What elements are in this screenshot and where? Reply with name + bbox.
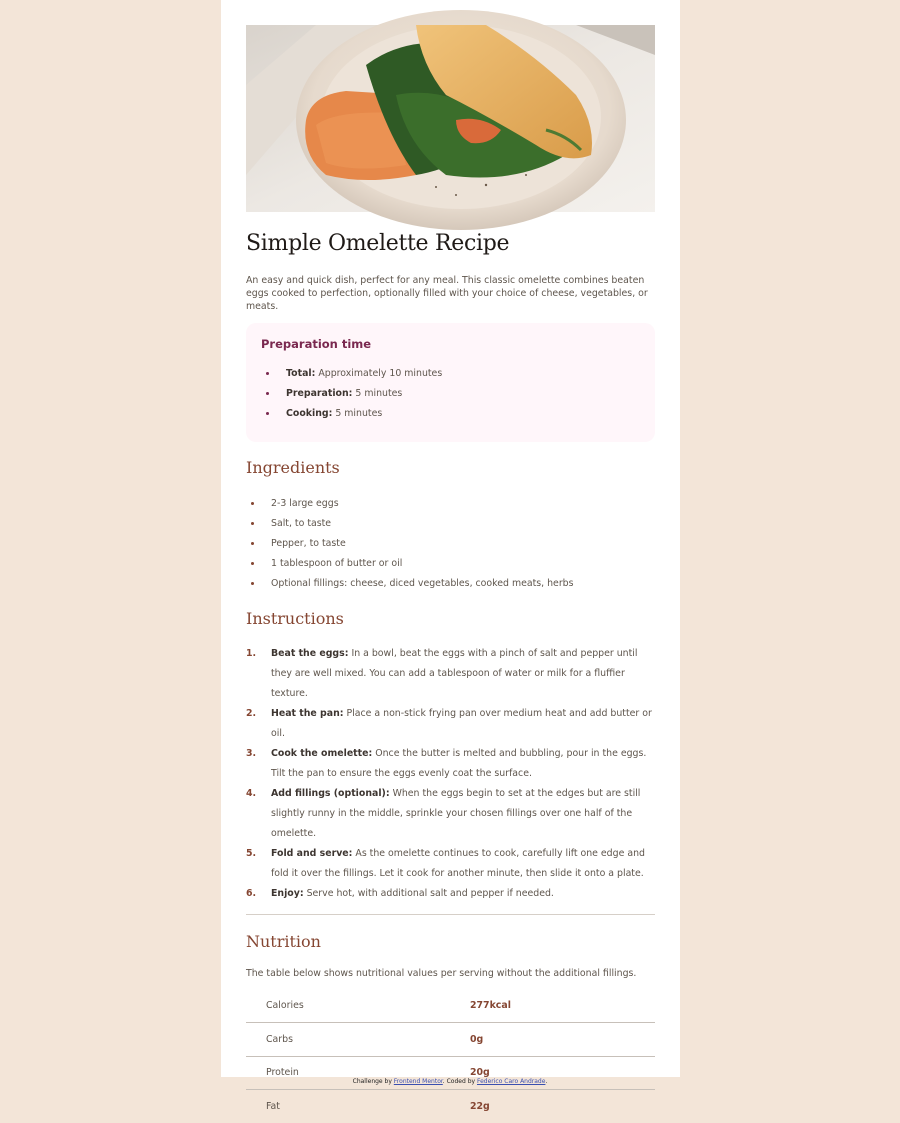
ingredients-section	[246, 458, 655, 593]
recipe-intro: An easy and quick dish, perfect for any meal. This classic omelette combines beaten eggs cooked to perfection, optionally filled with your choice of cheese, vegetables, or meats.	[246, 275, 648, 313]
nutrient-name: Carbs	[246, 1023, 470, 1057]
prep-label: Preparation:	[286, 388, 353, 400]
preparation-time-box	[246, 323, 655, 442]
nutrient-value: 20g	[470, 1056, 655, 1090]
attribution-middle: . Coded by	[442, 1078, 477, 1085]
step-number: 3.	[246, 747, 257, 759]
ingredients-list	[246, 494, 655, 594]
nutrient-name: Fat	[246, 1090, 470, 1123]
instruction-step	[246, 884, 655, 904]
omelette-photo	[246, 25, 655, 212]
nutrition-heading: Nutrition	[246, 931, 321, 951]
instruction-step	[246, 644, 655, 704]
step-text: In a bowl, beat the eggs with a pinch of salt and pepper until they are well mixed. You can add a tablespoon of water or milk for a fluffier texture.	[271, 647, 638, 699]
prep-label: Cooking:	[286, 408, 333, 420]
nutrition-table	[246, 989, 655, 1123]
ingredients-heading: Ingredients	[246, 458, 340, 478]
recipe-title: Simple Omelette Recipe	[246, 231, 510, 256]
list-item: Pepper, to taste	[246, 534, 655, 554]
step-number: 6.	[246, 887, 257, 899]
nutrition-section	[246, 932, 655, 1123]
attribution-prefix: Challenge by	[352, 1078, 394, 1085]
list-item: 1 tablespoon of butter or oil	[246, 554, 655, 574]
nutrient-name: Protein	[246, 1056, 470, 1090]
nutrition-description: The table below shows nutritional values per serving without the additional fillings.	[246, 967, 637, 979]
nutrient-value: 0g	[470, 1023, 655, 1057]
prep-text: 5 minutes	[332, 408, 383, 420]
nutrient-value: 277kcal	[470, 1000, 511, 1011]
step-text: As the omelette continues to cook, carefully lift one edge and fold it over the fillings. Let it cook for another minute, then slide it onto a plate.	[271, 847, 645, 879]
step-number: 2.	[246, 707, 257, 719]
nutrient-name: Calories	[266, 1000, 304, 1011]
prep-item-total	[261, 364, 640, 384]
step-label: Fold and serve:	[271, 847, 353, 859]
step-text: Once the butter is melted and bubbling, pour in the eggs. Tilt the pan to ensure the eggs evenly coat the surface.	[271, 747, 647, 779]
step-text: Serve hot, with additional salt and pepper if needed.	[303, 887, 554, 899]
step-number: 1.	[246, 647, 257, 659]
instruction-step	[246, 704, 655, 744]
attribution-suffix: .	[545, 1078, 548, 1085]
preparation-time-heading: Preparation time	[261, 337, 372, 352]
prep-text: 5 minutes	[352, 388, 403, 400]
list-item: Optional fillings: cheese, diced vegetables, cooked meats, herbs	[246, 574, 655, 594]
section-divider	[246, 914, 655, 915]
step-number: 5.	[246, 847, 257, 859]
instructions-list	[246, 644, 655, 904]
instruction-step	[246, 844, 655, 884]
step-text: Place a non-stick frying pan over medium heat and add butter or oil.	[271, 707, 652, 739]
instruction-step	[246, 744, 655, 784]
instructions-section	[246, 609, 655, 904]
table-row	[246, 989, 655, 1023]
step-label: Beat the eggs:	[271, 647, 349, 659]
step-number: 4.	[246, 787, 257, 799]
step-label: Cook the omelette:	[271, 747, 373, 759]
instructions-heading: Instructions	[246, 608, 344, 628]
prep-label: Total:	[286, 368, 316, 380]
table-row	[246, 1023, 655, 1057]
prep-item-cooking	[261, 404, 640, 424]
prep-text: Approximately 10 minutes	[315, 368, 443, 380]
author-link[interactable]: Federico Caro Andrade	[476, 1078, 546, 1085]
list-item: 2-3 large eggs	[246, 494, 655, 514]
list-item: Salt, to taste	[246, 514, 655, 534]
step-label: Heat the pan:	[271, 707, 344, 719]
step-label: Add fillings (optional):	[271, 787, 390, 799]
step-text: When the eggs begin to set at the edges but are still slightly runny in the middle, sprinkle your chosen fillings over one half of the omelette.	[271, 787, 641, 839]
step-label: Enjoy:	[271, 887, 304, 899]
table-row	[246, 1090, 655, 1123]
attribution	[0, 1077, 900, 1086]
preparation-time-list	[261, 364, 640, 424]
nutrient-value: 22g	[470, 1090, 655, 1123]
prep-item-preparation	[261, 384, 640, 404]
frontend-mentor-link[interactable]: Frontend Mentor	[393, 1078, 443, 1085]
instruction-step	[246, 784, 655, 844]
